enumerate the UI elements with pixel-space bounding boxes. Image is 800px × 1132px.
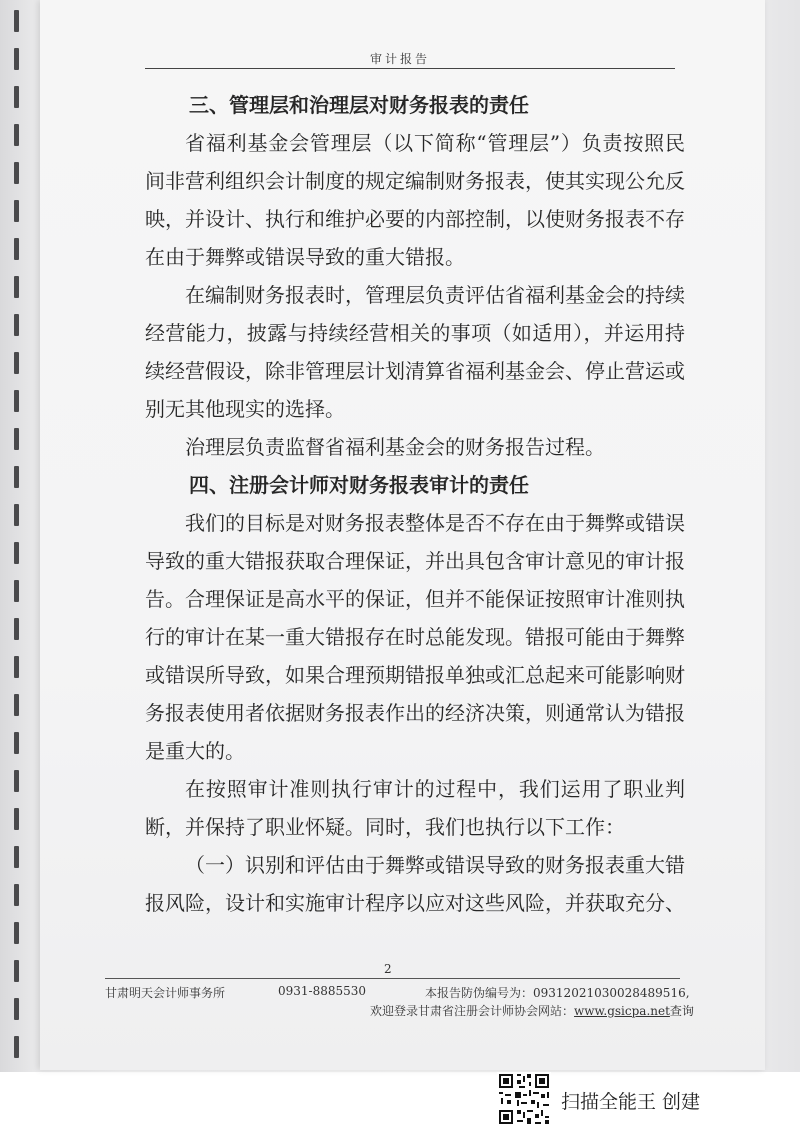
binding-hole bbox=[14, 770, 19, 792]
section-4-paragraph-3: （一）识别和评估由于舞弊或错误导致的财务报表重大错报风险，设计和实施审计程序以应对这些风险，并获取充分、 bbox=[145, 853, 685, 915]
page-header-title: 审计报告 bbox=[369, 52, 430, 66]
binding-hole bbox=[14, 1036, 19, 1058]
binding-hole bbox=[14, 998, 19, 1020]
footer-phone: 0931-8885530 bbox=[278, 984, 367, 998]
binding-hole bbox=[14, 428, 19, 450]
binding-hole bbox=[14, 884, 19, 906]
footer-website-line bbox=[370, 1002, 694, 1019]
binding-hole bbox=[14, 960, 19, 982]
header-rule bbox=[145, 68, 675, 69]
section-4-paragraph-2: 在按照审计准则执行审计的过程中，我们运用了职业判断，并保持了职业怀疑。同时，我们也执行以下工作： bbox=[145, 777, 685, 839]
page-number: 2 bbox=[384, 962, 392, 976]
binding-hole bbox=[14, 846, 19, 868]
binding-hole bbox=[14, 922, 19, 944]
anti-fake-code: 09312021030028489516, bbox=[533, 986, 690, 1000]
website-suffix: 查询 bbox=[669, 1004, 694, 1018]
qr-code-icon bbox=[497, 1072, 551, 1126]
binding-hole bbox=[14, 732, 19, 754]
binding-hole bbox=[14, 124, 19, 146]
website-prefix: 欢迎登录甘肃省注册会计师协会网站： bbox=[370, 1004, 575, 1018]
binding-hole bbox=[14, 504, 19, 526]
binding-hole bbox=[14, 10, 19, 32]
binding-hole bbox=[14, 694, 19, 716]
footer-anti-fake bbox=[425, 984, 690, 1001]
binding-hole bbox=[14, 238, 19, 260]
footer-firm-name: 甘肃明天会计师事务所 bbox=[105, 986, 226, 1000]
binding-hole bbox=[14, 580, 19, 602]
section-4-heading: 四、注册会计师对财务报表审计的责任 bbox=[189, 473, 529, 497]
binding-hole bbox=[14, 656, 19, 678]
report-body bbox=[145, 86, 685, 922]
binding-hole bbox=[14, 276, 19, 298]
section-3-paragraph-2: 在编制财务报表时，管理层负责评估省福利基金会的持续经营能力，披露与持续经营相关的事项（如适用），并运用持续经营假设，除非管理层计划清算省福利基金会、停止营运或别无其他现实的选择。 bbox=[145, 283, 685, 421]
binding-hole bbox=[14, 200, 19, 222]
binding-holes bbox=[0, 0, 40, 1070]
binding-hole bbox=[14, 352, 19, 374]
section-3-heading: 三、管理层和治理层对财务报表的责任 bbox=[189, 93, 529, 117]
binding-hole bbox=[14, 618, 19, 640]
binding-hole bbox=[14, 808, 19, 830]
binding-hole bbox=[14, 542, 19, 564]
section-4-paragraph-1: 我们的目标是对财务报表整体是否不存在由于舞弊或错误导致的重大错报获取合理保证，并出具包含审计意见的审计报告。合理保证是高水平的保证，但并不能保证按照审计准则执行的审计在某一重大错报存在时总能发现。错报可能由于舞弊或错误所导致，如果合理预期错报单独或汇总起来可能影响财务报表使用者依据财务报表作出的经济决策，则通常认为错报是重大的。 bbox=[145, 511, 685, 763]
scanner-watermark-label: 扫描全能王 创建 bbox=[561, 1091, 701, 1113]
binding-hole bbox=[14, 390, 19, 412]
section-3-paragraph-3: 治理层负责监督省福利基金会的财务报告过程。 bbox=[185, 435, 605, 459]
anti-fake-label: 本报告防伪编号为： bbox=[425, 986, 534, 1000]
binding-hole bbox=[14, 466, 19, 488]
binding-hole bbox=[14, 162, 19, 184]
binding-hole bbox=[14, 86, 19, 108]
binding-hole bbox=[14, 314, 19, 336]
section-3-paragraph-1: 省福利基金会管理层（以下简称“管理层”）负责按照民间非营利组织会计制度的规定编制财务报表，使其实现公允反映，并设计、执行和维护必要的内部控制，以使财务报表不存在由于舞弊或错误导致的重大错报。 bbox=[145, 131, 685, 269]
website-link[interactable]: www.gsicpa.net bbox=[574, 1004, 670, 1018]
footer-rule bbox=[105, 978, 680, 979]
